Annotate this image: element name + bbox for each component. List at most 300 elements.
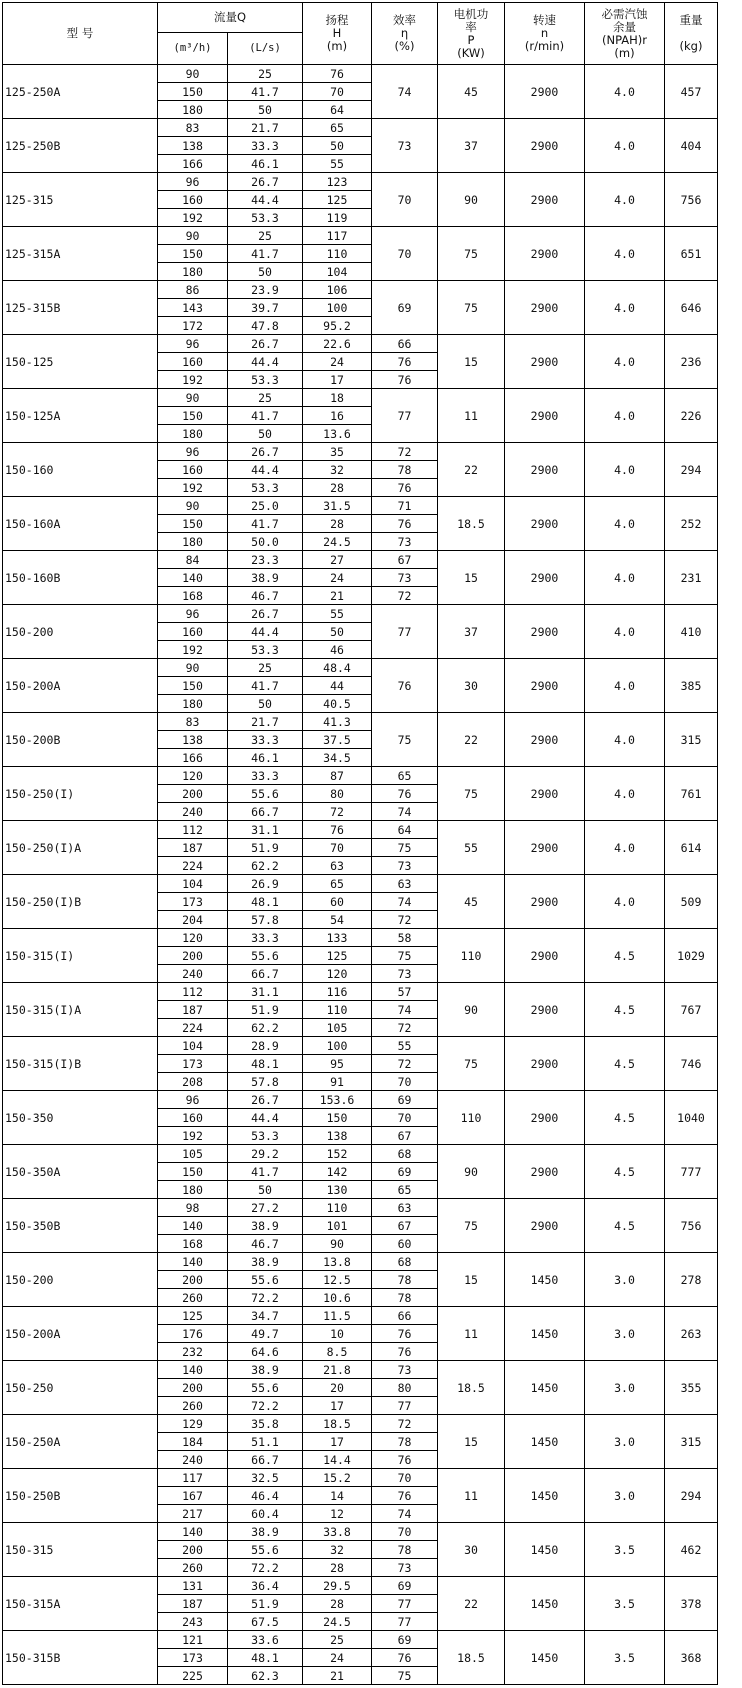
table-row bbox=[3, 335, 718, 353]
head-cell: 28 bbox=[303, 1595, 372, 1613]
npsh-cell: 3.0 bbox=[585, 1415, 665, 1469]
head-cell: 20 bbox=[303, 1379, 372, 1397]
flow-m3h-cell: 96 bbox=[158, 605, 228, 623]
npsh-cell: 4.5 bbox=[585, 1199, 665, 1253]
flow-ls-cell: 62.3 bbox=[228, 1667, 303, 1685]
flow-m3h-cell: 150 bbox=[158, 245, 228, 263]
head-cell: 29.5 bbox=[303, 1577, 372, 1595]
head-cell: 116 bbox=[303, 983, 372, 1001]
weight-cell: 646 bbox=[665, 281, 718, 335]
flow-ls-cell: 55.6 bbox=[228, 1271, 303, 1289]
flow-m3h-cell: 84 bbox=[158, 551, 228, 569]
head-cell: 12.5 bbox=[303, 1271, 372, 1289]
table-row bbox=[3, 281, 718, 299]
flow-ls-cell: 26.7 bbox=[228, 1091, 303, 1109]
speed-cell: 1450 bbox=[505, 1253, 585, 1307]
head-cell: 104 bbox=[303, 263, 372, 281]
efficiency-cell: 73 bbox=[372, 1559, 438, 1577]
efficiency-cell: 70 bbox=[372, 1109, 438, 1127]
head-cell: 37.5 bbox=[303, 731, 372, 749]
motor-power-cell: 75 bbox=[438, 227, 505, 281]
model-name: 150-350 bbox=[3, 1091, 158, 1145]
model-name: 125-250A bbox=[3, 65, 158, 119]
weight-cell: 226 bbox=[665, 389, 718, 443]
speed-cell: 1450 bbox=[505, 1361, 585, 1415]
flow-m3h-cell: 143 bbox=[158, 299, 228, 317]
head-cell: 76 bbox=[303, 65, 372, 83]
flow-ls-cell: 55.6 bbox=[228, 947, 303, 965]
motor-power-cell: 37 bbox=[438, 605, 505, 659]
efficiency-cell: 69 bbox=[372, 1631, 438, 1649]
weight-cell: 355 bbox=[665, 1361, 718, 1415]
speed-cell: 2900 bbox=[505, 1199, 585, 1253]
flow-ls-cell: 53.3 bbox=[228, 209, 303, 227]
weight-cell: 756 bbox=[665, 173, 718, 227]
head-cell: 10.6 bbox=[303, 1289, 372, 1307]
weight-cell: 457 bbox=[665, 65, 718, 119]
flow-ls-cell: 55.6 bbox=[228, 1541, 303, 1559]
model-name: 150-350B bbox=[3, 1199, 158, 1253]
flow-m3h-cell: 129 bbox=[158, 1415, 228, 1433]
flow-ls-cell: 62.2 bbox=[228, 1019, 303, 1037]
table-row bbox=[3, 119, 718, 137]
flow-m3h-cell: 112 bbox=[158, 983, 228, 1001]
motor-power-cell: 90 bbox=[438, 173, 505, 227]
head-cell: 24 bbox=[303, 353, 372, 371]
model-name: 150-315(I)B bbox=[3, 1037, 158, 1091]
table-row bbox=[3, 659, 718, 677]
head-cell: 125 bbox=[303, 191, 372, 209]
flow-ls-cell: 44.4 bbox=[228, 353, 303, 371]
model-name: 150-250(I)A bbox=[3, 821, 158, 875]
efficiency-cell: 74 bbox=[372, 65, 438, 119]
table-row bbox=[3, 929, 718, 947]
flow-ls-cell: 48.1 bbox=[228, 1649, 303, 1667]
efficiency-cell: 76 bbox=[372, 515, 438, 533]
model-name: 150-125 bbox=[3, 335, 158, 389]
motor-power-cell: 110 bbox=[438, 929, 505, 983]
header-efficiency: 效率 η (%) bbox=[372, 3, 438, 65]
table-row bbox=[3, 1145, 718, 1163]
efficiency-cell: 65 bbox=[372, 1181, 438, 1199]
flow-m3h-cell: 180 bbox=[158, 533, 228, 551]
head-cell: 106 bbox=[303, 281, 372, 299]
efficiency-cell: 77 bbox=[372, 1613, 438, 1631]
flow-m3h-cell: 150 bbox=[158, 515, 228, 533]
motor-power-cell: 75 bbox=[438, 281, 505, 335]
efficiency-cell: 77 bbox=[372, 605, 438, 659]
flow-m3h-cell: 187 bbox=[158, 839, 228, 857]
flow-m3h-cell: 240 bbox=[158, 965, 228, 983]
model-name: 125-315A bbox=[3, 227, 158, 281]
head-cell: 133 bbox=[303, 929, 372, 947]
head-cell: 24 bbox=[303, 1649, 372, 1667]
flow-m3h-cell: 224 bbox=[158, 857, 228, 875]
flow-m3h-cell: 150 bbox=[158, 407, 228, 425]
head-cell: 28 bbox=[303, 479, 372, 497]
weight-cell: 410 bbox=[665, 605, 718, 659]
efficiency-cell: 66 bbox=[372, 335, 438, 353]
head-cell: 100 bbox=[303, 1037, 372, 1055]
flow-m3h-cell: 90 bbox=[158, 65, 228, 83]
flow-m3h-cell: 204 bbox=[158, 911, 228, 929]
model-name: 125-250B bbox=[3, 119, 158, 173]
flow-m3h-cell: 83 bbox=[158, 119, 228, 137]
flow-m3h-cell: 112 bbox=[158, 821, 228, 839]
head-cell: 40.5 bbox=[303, 695, 372, 713]
head-cell: 117 bbox=[303, 227, 372, 245]
head-cell: 17 bbox=[303, 1433, 372, 1451]
motor-power-cell: 15 bbox=[438, 1415, 505, 1469]
weight-cell: 1029 bbox=[665, 929, 718, 983]
efficiency-cell: 70 bbox=[372, 1469, 438, 1487]
flow-ls-cell: 38.9 bbox=[228, 1253, 303, 1271]
header-head: 扬程 H (m) bbox=[303, 3, 372, 65]
weight-cell: 614 bbox=[665, 821, 718, 875]
flow-ls-cell: 53.3 bbox=[228, 371, 303, 389]
head-cell: 41.3 bbox=[303, 713, 372, 731]
flow-m3h-cell: 180 bbox=[158, 263, 228, 281]
npsh-cell: 3.5 bbox=[585, 1577, 665, 1631]
speed-cell: 1450 bbox=[505, 1307, 585, 1361]
npsh-cell: 3.0 bbox=[585, 1469, 665, 1523]
npsh-cell: 4.0 bbox=[585, 389, 665, 443]
efficiency-cell: 73 bbox=[372, 857, 438, 875]
weight-cell: 315 bbox=[665, 713, 718, 767]
flow-ls-cell: 35.8 bbox=[228, 1415, 303, 1433]
pump-spec-table bbox=[2, 2, 718, 1685]
npsh-cell: 3.0 bbox=[585, 1307, 665, 1361]
head-cell: 27 bbox=[303, 551, 372, 569]
flow-ls-cell: 55.6 bbox=[228, 785, 303, 803]
flow-ls-cell: 50 bbox=[228, 1181, 303, 1199]
model-name: 150-315 bbox=[3, 1523, 158, 1577]
flow-ls-cell: 53.3 bbox=[228, 479, 303, 497]
motor-power-cell: 18.5 bbox=[438, 497, 505, 551]
header-weight: 重量 (kg) bbox=[665, 3, 718, 65]
speed-cell: 2900 bbox=[505, 605, 585, 659]
flow-ls-cell: 26.9 bbox=[228, 875, 303, 893]
weight-cell: 294 bbox=[665, 443, 718, 497]
weight-cell: 509 bbox=[665, 875, 718, 929]
motor-power-cell: 30 bbox=[438, 659, 505, 713]
efficiency-cell: 76 bbox=[372, 371, 438, 389]
table-row bbox=[3, 713, 718, 731]
npsh-cell: 4.5 bbox=[585, 983, 665, 1037]
flow-m3h-cell: 96 bbox=[158, 443, 228, 461]
head-cell: 54 bbox=[303, 911, 372, 929]
flow-m3h-cell: 166 bbox=[158, 155, 228, 173]
efficiency-cell: 68 bbox=[372, 1145, 438, 1163]
table-row bbox=[3, 389, 718, 407]
efficiency-cell: 71 bbox=[372, 497, 438, 515]
flow-m3h-cell: 96 bbox=[158, 1091, 228, 1109]
efficiency-cell: 63 bbox=[372, 1199, 438, 1217]
flow-ls-cell: 34.7 bbox=[228, 1307, 303, 1325]
efficiency-cell: 77 bbox=[372, 389, 438, 443]
flow-m3h-cell: 192 bbox=[158, 209, 228, 227]
efficiency-cell: 75 bbox=[372, 1667, 438, 1685]
efficiency-cell: 64 bbox=[372, 821, 438, 839]
motor-power-cell: 110 bbox=[438, 1091, 505, 1145]
efficiency-cell: 72 bbox=[372, 1019, 438, 1037]
flow-ls-cell: 47.8 bbox=[228, 317, 303, 335]
efficiency-cell: 60 bbox=[372, 1235, 438, 1253]
flow-ls-cell: 72.2 bbox=[228, 1397, 303, 1415]
flow-ls-cell: 33.3 bbox=[228, 929, 303, 947]
flow-m3h-cell: 121 bbox=[158, 1631, 228, 1649]
speed-cell: 2900 bbox=[505, 929, 585, 983]
flow-m3h-cell: 138 bbox=[158, 731, 228, 749]
flow-ls-cell: 41.7 bbox=[228, 1163, 303, 1181]
npsh-cell: 4.5 bbox=[585, 1091, 665, 1145]
flow-ls-cell: 57.8 bbox=[228, 1073, 303, 1091]
efficiency-cell: 73 bbox=[372, 119, 438, 173]
flow-ls-cell: 38.9 bbox=[228, 1523, 303, 1541]
head-cell: 110 bbox=[303, 1001, 372, 1019]
flow-m3h-cell: 90 bbox=[158, 389, 228, 407]
efficiency-cell: 78 bbox=[372, 461, 438, 479]
efficiency-cell: 78 bbox=[372, 1433, 438, 1451]
head-cell: 153.6 bbox=[303, 1091, 372, 1109]
head-cell: 110 bbox=[303, 1199, 372, 1217]
model-name: 150-250(I)B bbox=[3, 875, 158, 929]
flow-ls-cell: 41.7 bbox=[228, 407, 303, 425]
head-cell: 80 bbox=[303, 785, 372, 803]
motor-power-cell: 90 bbox=[438, 983, 505, 1037]
head-cell: 72 bbox=[303, 803, 372, 821]
flow-m3h-cell: 180 bbox=[158, 1181, 228, 1199]
head-cell: 16 bbox=[303, 407, 372, 425]
flow-ls-cell: 50 bbox=[228, 695, 303, 713]
motor-power-cell: 37 bbox=[438, 119, 505, 173]
weight-cell: 278 bbox=[665, 1253, 718, 1307]
flow-ls-cell: 66.7 bbox=[228, 803, 303, 821]
head-cell: 14 bbox=[303, 1487, 372, 1505]
flow-m3h-cell: 243 bbox=[158, 1613, 228, 1631]
flow-m3h-cell: 140 bbox=[158, 1523, 228, 1541]
efficiency-cell: 80 bbox=[372, 1379, 438, 1397]
flow-m3h-cell: 98 bbox=[158, 1199, 228, 1217]
flow-ls-cell: 41.7 bbox=[228, 245, 303, 263]
motor-power-cell: 18.5 bbox=[438, 1631, 505, 1685]
head-cell: 24.5 bbox=[303, 1613, 372, 1631]
flow-ls-cell: 25 bbox=[228, 389, 303, 407]
speed-cell: 1450 bbox=[505, 1469, 585, 1523]
head-cell: 90 bbox=[303, 1235, 372, 1253]
flow-m3h-cell: 192 bbox=[158, 479, 228, 497]
flow-ls-cell: 26.7 bbox=[228, 335, 303, 353]
motor-power-cell: 90 bbox=[438, 1145, 505, 1199]
flow-m3h-cell: 240 bbox=[158, 1451, 228, 1469]
flow-m3h-cell: 140 bbox=[158, 1361, 228, 1379]
speed-cell: 2900 bbox=[505, 281, 585, 335]
flow-ls-cell: 25 bbox=[228, 659, 303, 677]
flow-ls-cell: 25 bbox=[228, 65, 303, 83]
weight-cell: 462 bbox=[665, 1523, 718, 1577]
model-name: 150-200A bbox=[3, 1307, 158, 1361]
head-cell: 142 bbox=[303, 1163, 372, 1181]
flow-m3h-cell: 184 bbox=[158, 1433, 228, 1451]
npsh-cell: 4.0 bbox=[585, 551, 665, 605]
weight-cell: 263 bbox=[665, 1307, 718, 1361]
flow-ls-cell: 21.7 bbox=[228, 713, 303, 731]
weight-cell: 252 bbox=[665, 497, 718, 551]
head-cell: 32 bbox=[303, 461, 372, 479]
weight-cell: 651 bbox=[665, 227, 718, 281]
head-cell: 65 bbox=[303, 119, 372, 137]
efficiency-cell: 73 bbox=[372, 569, 438, 587]
flow-ls-cell: 25.0 bbox=[228, 497, 303, 515]
motor-power-cell: 22 bbox=[438, 1577, 505, 1631]
flow-ls-cell: 53.3 bbox=[228, 641, 303, 659]
head-cell: 24.5 bbox=[303, 533, 372, 551]
flow-m3h-cell: 208 bbox=[158, 1073, 228, 1091]
flow-ls-cell: 48.1 bbox=[228, 893, 303, 911]
head-cell: 100 bbox=[303, 299, 372, 317]
motor-power-cell: 45 bbox=[438, 875, 505, 929]
flow-m3h-cell: 260 bbox=[158, 1397, 228, 1415]
table-row bbox=[3, 1253, 718, 1271]
weight-cell: 236 bbox=[665, 335, 718, 389]
flow-m3h-cell: 260 bbox=[158, 1289, 228, 1307]
header-motor-power: 电机功 率 P (KW) bbox=[438, 3, 505, 65]
flow-ls-cell: 72.2 bbox=[228, 1289, 303, 1307]
efficiency-cell: 70 bbox=[372, 227, 438, 281]
head-cell: 150 bbox=[303, 1109, 372, 1127]
flow-m3h-cell: 160 bbox=[158, 191, 228, 209]
flow-ls-cell: 72.2 bbox=[228, 1559, 303, 1577]
flow-ls-cell: 50.0 bbox=[228, 533, 303, 551]
flow-m3h-cell: 120 bbox=[158, 767, 228, 785]
flow-ls-cell: 64.6 bbox=[228, 1343, 303, 1361]
head-cell: 15.2 bbox=[303, 1469, 372, 1487]
weight-cell: 746 bbox=[665, 1037, 718, 1091]
npsh-cell: 4.0 bbox=[585, 605, 665, 659]
flow-ls-cell: 46.4 bbox=[228, 1487, 303, 1505]
efficiency-cell: 77 bbox=[372, 1397, 438, 1415]
table-row bbox=[3, 1523, 718, 1541]
table-row bbox=[3, 605, 718, 623]
npsh-cell: 4.0 bbox=[585, 767, 665, 821]
npsh-cell: 4.0 bbox=[585, 497, 665, 551]
flow-m3h-cell: 90 bbox=[158, 659, 228, 677]
flow-m3h-cell: 180 bbox=[158, 425, 228, 443]
flow-ls-cell: 31.1 bbox=[228, 821, 303, 839]
npsh-cell: 4.0 bbox=[585, 659, 665, 713]
efficiency-cell: 72 bbox=[372, 1415, 438, 1433]
model-name: 150-160B bbox=[3, 551, 158, 605]
head-cell: 46 bbox=[303, 641, 372, 659]
flow-m3h-cell: 187 bbox=[158, 1001, 228, 1019]
table-row bbox=[3, 821, 718, 839]
table-row bbox=[3, 173, 718, 191]
flow-m3h-cell: 172 bbox=[158, 317, 228, 335]
efficiency-cell: 76 bbox=[372, 353, 438, 371]
efficiency-cell: 74 bbox=[372, 1505, 438, 1523]
flow-ls-cell: 36.4 bbox=[228, 1577, 303, 1595]
flow-ls-cell: 26.7 bbox=[228, 173, 303, 191]
model-name: 150-250(I) bbox=[3, 767, 158, 821]
npsh-cell: 3.0 bbox=[585, 1361, 665, 1415]
flow-m3h-cell: 187 bbox=[158, 1595, 228, 1613]
table-row bbox=[3, 875, 718, 893]
flow-ls-cell: 55.6 bbox=[228, 1379, 303, 1397]
motor-power-cell: 30 bbox=[438, 1523, 505, 1577]
flow-m3h-cell: 232 bbox=[158, 1343, 228, 1361]
efficiency-cell: 70 bbox=[372, 1073, 438, 1091]
head-cell: 123 bbox=[303, 173, 372, 191]
flow-m3h-cell: 260 bbox=[158, 1559, 228, 1577]
table-row bbox=[3, 1631, 718, 1649]
flow-m3h-cell: 160 bbox=[158, 461, 228, 479]
speed-cell: 2900 bbox=[505, 875, 585, 929]
flow-ls-cell: 31.1 bbox=[228, 983, 303, 1001]
table-row bbox=[3, 1199, 718, 1217]
npsh-cell: 4.5 bbox=[585, 1037, 665, 1091]
efficiency-cell: 75 bbox=[372, 839, 438, 857]
efficiency-cell: 75 bbox=[372, 713, 438, 767]
npsh-cell: 3.0 bbox=[585, 1253, 665, 1307]
table-row bbox=[3, 443, 718, 461]
flow-m3h-cell: 150 bbox=[158, 1163, 228, 1181]
flow-m3h-cell: 168 bbox=[158, 1235, 228, 1253]
flow-ls-cell: 38.9 bbox=[228, 569, 303, 587]
table-row bbox=[3, 1091, 718, 1109]
speed-cell: 2900 bbox=[505, 1145, 585, 1199]
flow-m3h-cell: 96 bbox=[158, 173, 228, 191]
table-row bbox=[3, 227, 718, 245]
head-cell: 76 bbox=[303, 821, 372, 839]
motor-power-cell: 75 bbox=[438, 767, 505, 821]
flow-ls-cell: 33.3 bbox=[228, 767, 303, 785]
npsh-cell: 4.0 bbox=[585, 227, 665, 281]
efficiency-cell: 67 bbox=[372, 1127, 438, 1145]
head-cell: 91 bbox=[303, 1073, 372, 1091]
model-name: 150-125A bbox=[3, 389, 158, 443]
flow-ls-cell: 48.1 bbox=[228, 1055, 303, 1073]
efficiency-cell: 69 bbox=[372, 1091, 438, 1109]
header-flow-unit-m3h: (m³/h) bbox=[158, 33, 228, 65]
table-body bbox=[3, 65, 718, 1685]
flow-ls-cell: 62.2 bbox=[228, 857, 303, 875]
flow-ls-cell: 39.7 bbox=[228, 299, 303, 317]
head-cell: 28 bbox=[303, 1559, 372, 1577]
model-name: 150-250A bbox=[3, 1415, 158, 1469]
head-cell: 110 bbox=[303, 245, 372, 263]
npsh-cell: 3.5 bbox=[585, 1631, 665, 1685]
flow-m3h-cell: 160 bbox=[158, 1109, 228, 1127]
table-row bbox=[3, 1415, 718, 1433]
flow-ls-cell: 44.4 bbox=[228, 461, 303, 479]
speed-cell: 2900 bbox=[505, 389, 585, 443]
weight-cell: 385 bbox=[665, 659, 718, 713]
flow-m3h-cell: 140 bbox=[158, 1253, 228, 1271]
table-row bbox=[3, 1469, 718, 1487]
head-cell: 8.5 bbox=[303, 1343, 372, 1361]
speed-cell: 2900 bbox=[505, 227, 585, 281]
efficiency-cell: 76 bbox=[372, 479, 438, 497]
head-cell: 101 bbox=[303, 1217, 372, 1235]
weight-cell: 315 bbox=[665, 1415, 718, 1469]
speed-cell: 2900 bbox=[505, 551, 585, 605]
flow-ls-cell: 50 bbox=[228, 101, 303, 119]
efficiency-cell: 69 bbox=[372, 1577, 438, 1595]
table-row bbox=[3, 1577, 718, 1595]
efficiency-cell: 57 bbox=[372, 983, 438, 1001]
head-cell: 50 bbox=[303, 623, 372, 641]
npsh-cell: 4.5 bbox=[585, 1145, 665, 1199]
